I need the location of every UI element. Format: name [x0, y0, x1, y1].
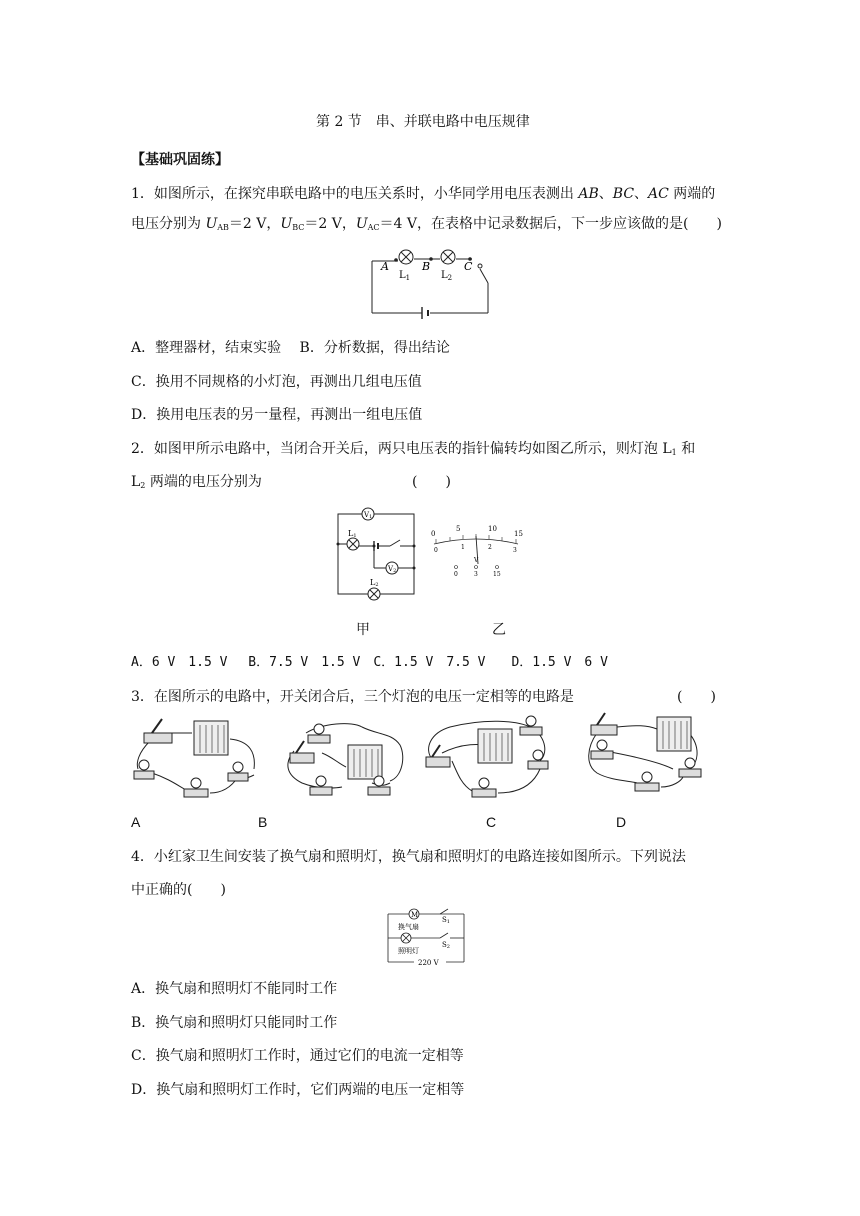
- q1-label-l2: $L_2$: [441, 270, 453, 282]
- q2-figure-label-yi: 乙: [492, 622, 506, 638]
- q4-option-b: B．换气扇和照明灯只能同时工作: [131, 1015, 338, 1031]
- page-title: 第 2 节 串、并联电路中电压规律: [316, 114, 530, 130]
- q2-bottom-scale-0: 0: [434, 547, 438, 554]
- q2-bottom-scale-1: 1: [461, 544, 465, 551]
- q2-stem-line1: 2．如图甲所示电路中，当闭合开关后，两只电压表的指针偏转均如图乙所示，则灯泡 $L_1$ 和: [131, 441, 696, 457]
- q3-label-c: C: [486, 814, 497, 830]
- q3-stem: 3．在图所示的电路中，开关闭合后，三个灯泡的电压一定相等的电路是: [131, 689, 574, 705]
- q2-top-scale-10: 10: [488, 525, 497, 533]
- q1-option-c: C．换用不同规格的小灯泡，再测出几组电压值: [131, 374, 422, 390]
- q1-label-c: C: [464, 260, 473, 273]
- q2-top-scale-0: 0: [431, 530, 436, 538]
- q4-voltage-label: 220 V: [418, 959, 439, 967]
- q1-circuit-figure: [368, 243, 498, 323]
- q2-voltmeter-dial: [428, 522, 524, 582]
- q4-stem-line1: 4．小红家卫生间安装了换气扇和照明灯，换气扇和照明灯的电路连接如图所示。下列说法: [131, 849, 686, 865]
- q4-s2-label: S2: [442, 941, 450, 950]
- q2-stem-line2: $L_2$ 两端的电压分别为: [131, 474, 262, 490]
- q2-top-scale-15: 15: [514, 530, 523, 538]
- section-label: 【基础巩固练】: [131, 152, 229, 168]
- q3-circuit-c: [422, 713, 552, 805]
- q4-lamp-label: 照明灯: [398, 947, 419, 955]
- q3-circuit-a: [130, 713, 270, 805]
- q1-label-l1: $L_1$: [399, 270, 411, 282]
- q2-label-l2: L2: [370, 578, 379, 588]
- q2-answer-paren: ( ): [412, 474, 451, 490]
- q1-option-d: D．换用电压表的另一量程，再测出一组电压值: [131, 407, 423, 423]
- q4-option-d: D．换气扇和照明灯工作时，它们两端的电压一定相等: [131, 1082, 465, 1098]
- q4-option-a: A．换气扇和照明灯不能同时工作: [131, 981, 338, 997]
- q2-meter-unit: V: [474, 557, 479, 564]
- q1-label-a: A: [381, 260, 389, 273]
- q2-top-scale-5: 5: [456, 525, 461, 533]
- q2-options: A．6 V 1.5 V B．7.5 V 1.5 V C．1.5 V 7.5 V D．1.5 V 6 V: [131, 655, 608, 670]
- q3-answer-paren: ( ): [677, 689, 716, 705]
- q2-bottom-scale-3: 3: [513, 547, 517, 554]
- q2-terminal-3: 3: [474, 571, 478, 578]
- q2-circuit-figure: [334, 508, 420, 600]
- q4-circuit-figure: [384, 906, 474, 970]
- q2-label-v1: V1: [364, 511, 373, 520]
- q1-label-b: B: [422, 260, 431, 273]
- q4-s1-label: S1: [442, 916, 450, 925]
- q2-terminal-15: 15: [493, 571, 501, 578]
- q1-stem-line2: 电压分别为 $U_{AB}=2$ V，$U_{BC}=2$ V，$U_{AC}=4$ V，在表格中记录数据后，下一步应该做的是( ): [131, 216, 722, 232]
- q4-motor-label: M: [411, 911, 419, 919]
- q4-fan-label: 换气扇: [398, 923, 419, 931]
- q2-figure-label-jia: 甲: [356, 622, 370, 638]
- q2-terminal-0: 0: [454, 571, 458, 578]
- q1-option-ab: A．整理器材，结束实验 B．分析数据，得出结论: [131, 340, 450, 356]
- q3-label-a: A: [131, 814, 141, 830]
- q3-circuit-b: [282, 713, 408, 805]
- q2-bottom-scale-2: 2: [488, 544, 492, 551]
- q3-label-b: B: [258, 814, 268, 830]
- q3-label-d: D: [616, 814, 627, 830]
- q1-stem-line1: 1．如图所示，在探究串联电路中的电压关系时，小华同学用电压表测出 AB、BC、AC 两端的: [131, 186, 716, 202]
- q4-stem-line2: 中正确的( ): [131, 882, 226, 898]
- q3-circuit-d: [577, 707, 705, 805]
- q4-option-c: C．换气扇和照明灯工作时，通过它们的电流一定相等: [131, 1048, 464, 1064]
- q2-label-v2: V2: [388, 565, 397, 574]
- q2-label-l1: L1: [348, 529, 357, 539]
